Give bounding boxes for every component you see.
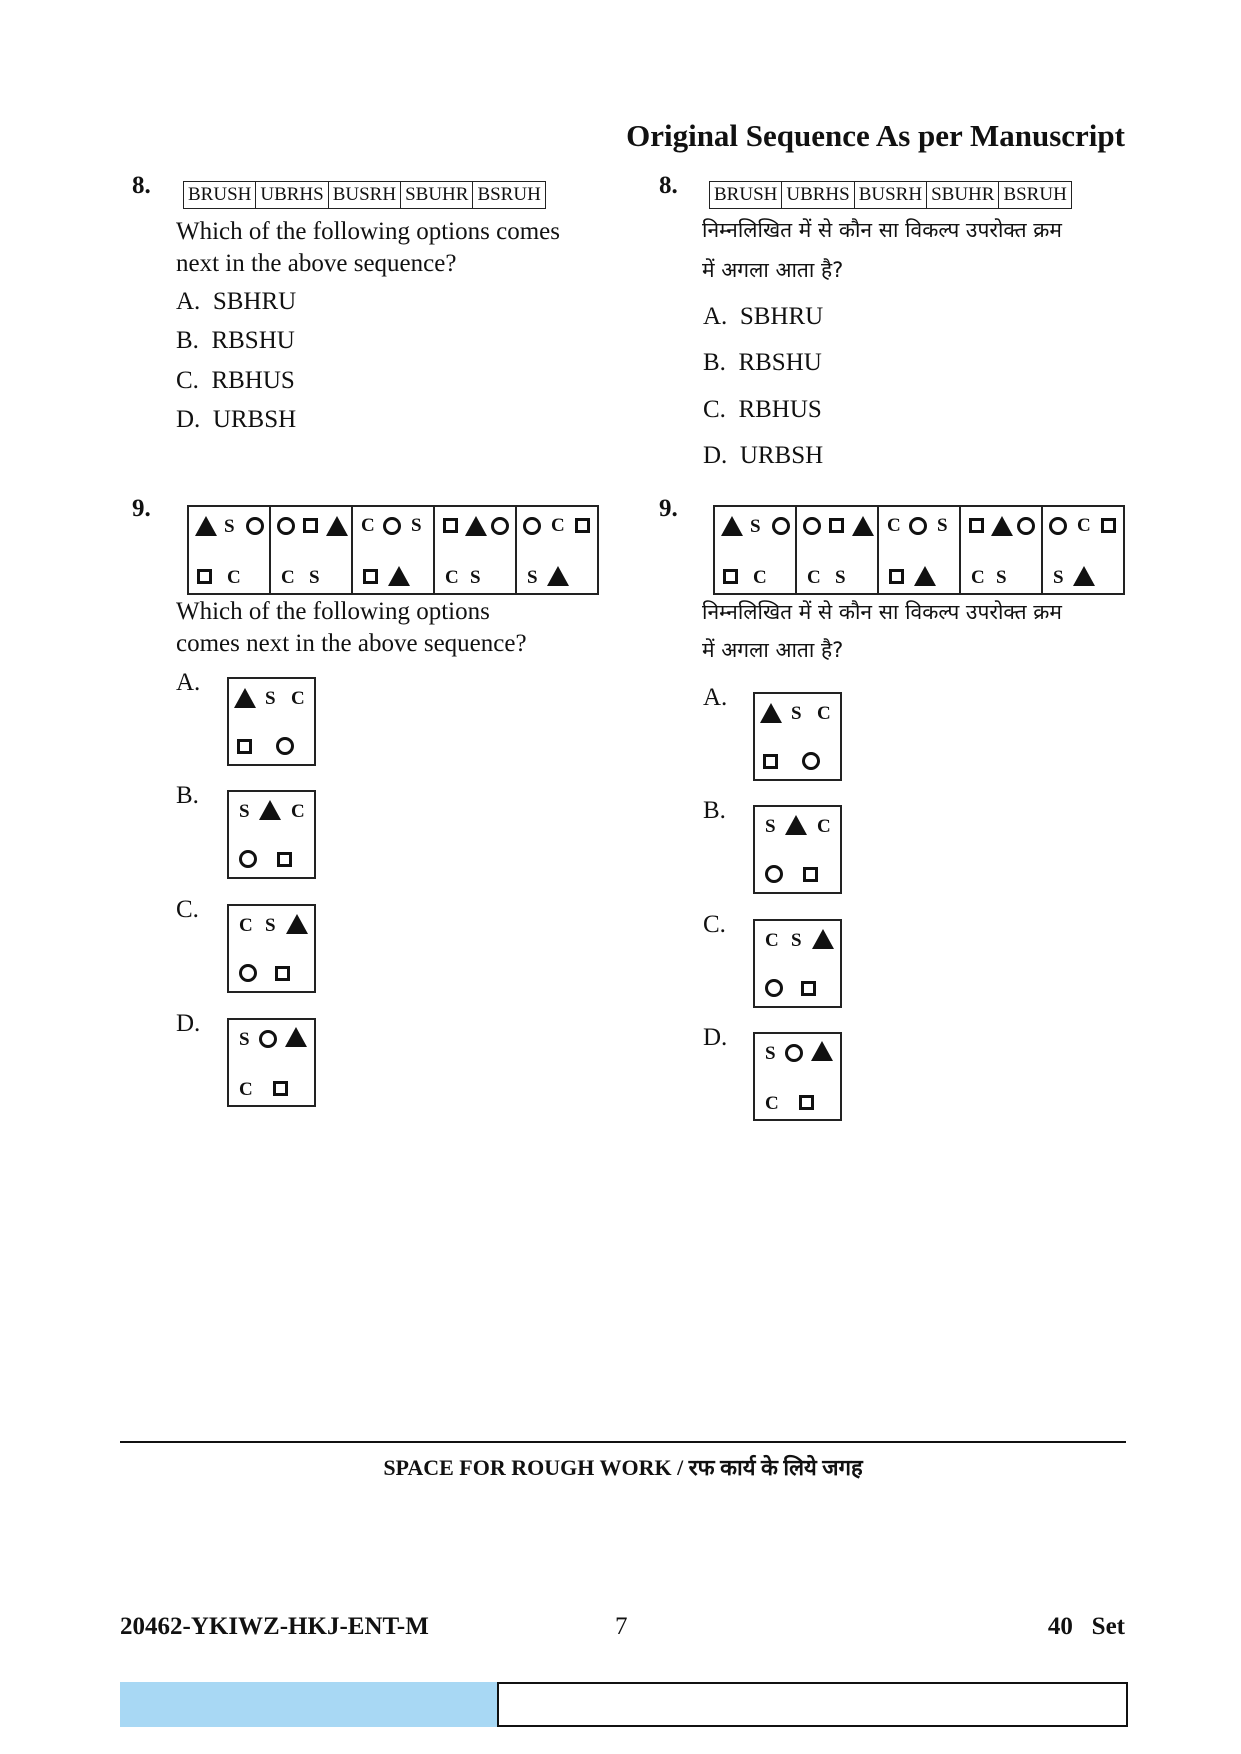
option-text: SBHRU bbox=[212, 288, 297, 315]
right-q9-stem-line1: निम्नलिखित में से कौन सा विकल्प उपरोक्त क्रम bbox=[702, 600, 1062, 624]
left-q8-number: 8. bbox=[132, 172, 151, 199]
circle-icon bbox=[383, 517, 401, 535]
square-icon bbox=[443, 518, 458, 533]
letter-c: C bbox=[291, 801, 305, 822]
triangle-icon bbox=[914, 566, 936, 586]
triangle-icon bbox=[760, 703, 782, 723]
circle-icon bbox=[259, 1030, 277, 1048]
option-letter: C. bbox=[703, 396, 726, 423]
sequence-cell: BSRUH bbox=[477, 184, 541, 205]
option-text: RBSHU bbox=[738, 349, 822, 376]
sequence-cell: BRUSH bbox=[184, 182, 256, 208]
circle-icon bbox=[802, 752, 820, 770]
square-icon bbox=[197, 569, 212, 584]
right-q9-option-b-letter[interactable]: B. bbox=[703, 797, 726, 824]
right-q9-option-d-letter[interactable]: D. bbox=[703, 1024, 728, 1051]
option-text: RBHUS bbox=[738, 396, 822, 423]
letter-c: C bbox=[239, 1079, 253, 1100]
square-icon bbox=[1101, 518, 1116, 533]
triangle-icon bbox=[811, 1041, 833, 1061]
right-q8-sequence bbox=[709, 181, 1072, 209]
square-icon bbox=[799, 1095, 814, 1110]
circle-icon bbox=[246, 517, 264, 535]
page-heading: Original Sequence As per Manuscript bbox=[626, 118, 1125, 153]
left-q8-option-b[interactable] bbox=[176, 326, 295, 356]
left-q9-option-d-figure[interactable] bbox=[227, 1018, 316, 1107]
left-q9-number: 9. bbox=[132, 495, 151, 522]
footer-blue-bar bbox=[120, 1682, 497, 1727]
letter-s: S bbox=[937, 515, 948, 536]
letter-s: S bbox=[791, 703, 802, 724]
circle-icon bbox=[276, 737, 294, 755]
option-letter: D. bbox=[703, 442, 728, 469]
square-icon bbox=[275, 966, 290, 981]
right-q8-option-b[interactable] bbox=[703, 348, 822, 378]
right-q8-option-d[interactable] bbox=[703, 441, 823, 471]
square-icon bbox=[763, 754, 778, 769]
option-letter: B. bbox=[176, 327, 199, 354]
right-q9-option-b-figure[interactable] bbox=[753, 805, 842, 894]
triangle-icon bbox=[259, 800, 281, 820]
option-letter: A. bbox=[176, 288, 201, 315]
left-q8-sequence bbox=[183, 181, 546, 209]
letter-s: S bbox=[470, 567, 481, 588]
left-q8-option-d[interactable] bbox=[176, 405, 296, 435]
figure-cell bbox=[517, 507, 597, 593]
circle-icon bbox=[785, 1044, 803, 1062]
triangle-icon bbox=[991, 516, 1013, 536]
triangle-icon bbox=[388, 566, 410, 586]
option-text: URBSH bbox=[739, 442, 824, 469]
letter-c: C bbox=[445, 567, 459, 588]
sequence-cell: UBRHS bbox=[782, 182, 854, 208]
letter-s: S bbox=[791, 930, 802, 951]
letter-c: C bbox=[281, 567, 295, 588]
option-text: URBSH bbox=[212, 406, 297, 433]
option-letter: C. bbox=[176, 367, 199, 394]
right-q8-number: 8. bbox=[659, 172, 678, 199]
letter-c: C bbox=[753, 567, 767, 588]
letter-c: C bbox=[551, 515, 565, 536]
triangle-icon bbox=[1073, 566, 1095, 586]
rough-work-divider bbox=[120, 1441, 1126, 1443]
left-q9-option-b-figure[interactable] bbox=[227, 790, 316, 879]
right-q9-number: 9. bbox=[659, 495, 678, 522]
square-icon bbox=[801, 981, 816, 996]
triangle-icon bbox=[785, 815, 807, 835]
figure-cell bbox=[961, 507, 1043, 593]
sequence-cell: SBUHR bbox=[401, 182, 473, 208]
letter-s: S bbox=[411, 515, 422, 536]
letter-c: C bbox=[1077, 515, 1091, 536]
right-q9-figure-sequence bbox=[713, 505, 1125, 595]
option-letter: D. bbox=[176, 406, 201, 433]
square-icon bbox=[803, 867, 818, 882]
circle-icon bbox=[909, 517, 927, 535]
triangle-icon bbox=[547, 566, 569, 586]
right-q8-stem-line2: में अगला आता है? bbox=[702, 258, 844, 282]
triangle-icon bbox=[465, 516, 487, 536]
letter-s: S bbox=[265, 915, 276, 936]
left-q8-option-a[interactable] bbox=[176, 287, 296, 317]
letter-s: S bbox=[835, 567, 846, 588]
circle-icon bbox=[239, 850, 257, 868]
circle-icon bbox=[803, 517, 821, 535]
sequence-cell: BSRUH bbox=[1003, 184, 1067, 205]
right-q8-option-a[interactable] bbox=[703, 302, 823, 332]
letter-c: C bbox=[817, 703, 831, 724]
circle-icon bbox=[765, 865, 783, 883]
triangle-icon bbox=[285, 1027, 307, 1047]
right-q9-option-d-figure[interactable] bbox=[753, 1032, 842, 1121]
square-icon bbox=[723, 569, 738, 584]
triangle-icon bbox=[234, 688, 256, 708]
letter-c: C bbox=[227, 567, 241, 588]
figure-cell bbox=[271, 507, 353, 593]
figure-cell bbox=[797, 507, 879, 593]
option-text: SBHRU bbox=[739, 303, 824, 330]
sequence-cell: BRUSH bbox=[710, 182, 782, 208]
option-letter: A. bbox=[703, 303, 728, 330]
letter-c: C bbox=[971, 567, 985, 588]
letter-c: C bbox=[765, 930, 779, 951]
sequence-cell: BUSRH bbox=[855, 182, 927, 208]
figure-cell bbox=[715, 507, 797, 593]
circle-icon bbox=[523, 517, 541, 535]
square-icon bbox=[575, 518, 590, 533]
left-q8-stem-line1: Which of the following options comes bbox=[176, 218, 560, 245]
letter-c: C bbox=[807, 567, 821, 588]
square-icon bbox=[889, 569, 904, 584]
letter-s: S bbox=[1053, 567, 1064, 588]
letter-s: S bbox=[765, 816, 776, 837]
square-icon bbox=[303, 518, 318, 533]
letter-s: S bbox=[239, 1029, 250, 1050]
option-text: RBSHU bbox=[211, 327, 295, 354]
circle-icon bbox=[277, 517, 295, 535]
letter-s: S bbox=[224, 516, 235, 537]
right-q9-option-c-letter[interactable]: C. bbox=[703, 911, 726, 938]
letter-c: C bbox=[239, 915, 253, 936]
letter-s: S bbox=[265, 688, 276, 709]
letter-c: C bbox=[817, 816, 831, 837]
square-icon bbox=[237, 739, 252, 754]
page-number: 7 bbox=[615, 1613, 628, 1640]
square-icon bbox=[273, 1081, 288, 1096]
left-q9-option-d-letter[interactable]: D. bbox=[176, 1010, 201, 1037]
left-q9-option-c-letter[interactable]: C. bbox=[176, 896, 199, 923]
rough-work-label bbox=[120, 1452, 1126, 1482]
letter-s: S bbox=[239, 801, 250, 822]
left-q8-stem-line2: next in the above sequence? bbox=[176, 250, 457, 277]
right-q9-option-a-letter[interactable]: A. bbox=[703, 684, 728, 711]
letter-c: C bbox=[291, 688, 305, 709]
circle-icon bbox=[491, 517, 509, 535]
circle-icon bbox=[765, 979, 783, 997]
square-icon bbox=[969, 518, 984, 533]
circle-icon bbox=[239, 964, 257, 982]
letter-s: S bbox=[996, 567, 1007, 588]
sequence-cell: SBUHR bbox=[927, 182, 999, 208]
left-q9-option-a-figure[interactable] bbox=[227, 677, 316, 766]
left-q9-stem-line1: Which of the following options bbox=[176, 598, 490, 625]
sequence-cell: UBRHS bbox=[256, 182, 328, 208]
letter-s: S bbox=[527, 567, 538, 588]
square-icon bbox=[829, 518, 844, 533]
triangle-icon bbox=[852, 516, 874, 536]
figure-cell bbox=[1043, 507, 1123, 593]
figure-cell bbox=[435, 507, 517, 593]
right-q9-option-a-figure[interactable] bbox=[753, 692, 842, 781]
letter-s: S bbox=[309, 567, 320, 588]
footer-set: 40 Set bbox=[1047, 1613, 1125, 1640]
letter-s: S bbox=[765, 1043, 776, 1064]
circle-icon bbox=[1049, 517, 1067, 535]
triangle-icon bbox=[195, 516, 217, 536]
footer-code: 20462-YKIWZ-HKJ-ENT-M bbox=[120, 1613, 429, 1640]
left-q9-option-b-letter[interactable]: B. bbox=[176, 782, 199, 809]
footer-blank-box bbox=[497, 1682, 1128, 1727]
option-letter: B. bbox=[703, 349, 726, 376]
letter-s: S bbox=[750, 516, 761, 537]
left-q9-option-a-letter[interactable]: A. bbox=[176, 669, 201, 696]
left-q9-option-c-figure[interactable] bbox=[227, 904, 316, 993]
rough-work-text: SPACE FOR ROUGH WORK / रफ कार्य के लिये जगह bbox=[383, 1455, 863, 1480]
figure-cell bbox=[189, 507, 271, 593]
right-q8-stem-line1: निम्नलिखित में से कौन सा विकल्प उपरोक्त क्रम bbox=[702, 218, 1062, 242]
figure-cell bbox=[879, 507, 961, 593]
left-q9-figure-sequence bbox=[187, 505, 599, 595]
triangle-icon bbox=[286, 914, 308, 934]
triangle-icon bbox=[326, 516, 348, 536]
letter-c: C bbox=[361, 515, 375, 536]
option-text: RBHUS bbox=[211, 367, 295, 394]
left-q8-option-c[interactable] bbox=[176, 366, 295, 396]
left-q9-stem-line2: comes next in the above sequence? bbox=[176, 630, 527, 657]
sequence-cell: BUSRH bbox=[329, 182, 401, 208]
letter-c: C bbox=[765, 1093, 779, 1114]
letter-c: C bbox=[887, 515, 901, 536]
right-q9-stem-line2: में अगला आता है? bbox=[702, 638, 844, 662]
triangle-icon bbox=[812, 929, 834, 949]
triangle-icon bbox=[721, 516, 743, 536]
circle-icon bbox=[772, 517, 790, 535]
circle-icon bbox=[1017, 517, 1035, 535]
right-q8-option-c[interactable] bbox=[703, 395, 822, 425]
square-icon bbox=[363, 569, 378, 584]
figure-cell bbox=[353, 507, 435, 593]
right-q9-option-c-figure[interactable] bbox=[753, 919, 842, 1008]
square-icon bbox=[277, 852, 292, 867]
